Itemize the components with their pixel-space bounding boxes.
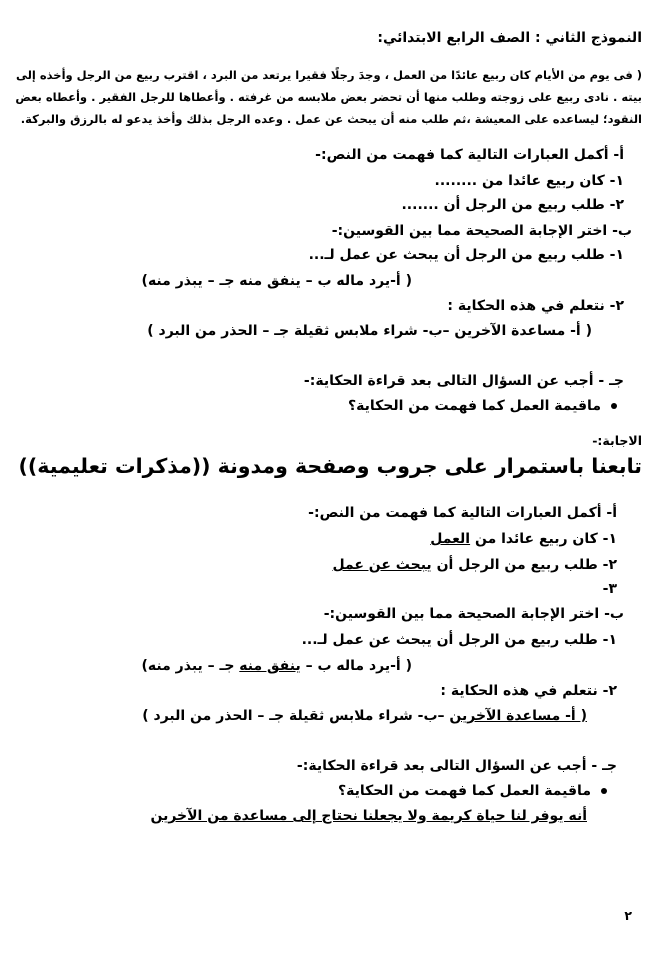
answer-a-title: أ- أكمل العبارات التالية كما فهمت من النص:- xyxy=(308,505,617,521)
question-b2: ٢- نتعلم في هذه الحكاية : xyxy=(447,298,624,314)
answer-c-title: جـ - أجب عن السؤال التالى بعد قراءة الحكاية:- xyxy=(296,758,617,774)
question-a2: ٢- طلب ربيع من الرجل أن ....... xyxy=(401,197,624,213)
answer-a1 xyxy=(430,530,617,548)
bullet-icon xyxy=(601,788,607,794)
answer-b2: ٢- نتعلم في هذه الحكاية : xyxy=(440,683,617,699)
answer-a2 xyxy=(332,556,617,574)
answer-a2-value: يبحث عن عمل xyxy=(332,557,432,573)
question-b1-options: ( أ-يرد ماله ب – ينفق منه جـ – يبذر منه) xyxy=(141,273,412,289)
answer-c1-text: ماقيمة العمل كما فهمت من الحكاية؟ xyxy=(338,783,591,799)
question-b2-options: ( أ- مساعدة الآخرين –ب- شراء ملابس ثقيلة جـ – الحذر من البرد ) xyxy=(147,323,592,339)
story-line-1: ( فى يوم من الأيام كان ربيع عائدًا من العمل ، وجدَ رجلًا فقيرا يرتعد من البرد ، اقترب ربيع من الرجل وأخذه إلى xyxy=(15,68,642,82)
follow-banner: تابعنا باستمرار على جروب وصفحة ومدونة ((مذكرات تعليمية)) xyxy=(18,454,642,478)
answer-c1 xyxy=(338,782,607,800)
question-a-title: أ- أكمل العبارات التالية كما فهمت من النص:- xyxy=(315,147,624,163)
answers-heading: الاجابة:- xyxy=(592,433,642,448)
answer-a1-value: العمل xyxy=(430,531,471,547)
question-c1 xyxy=(348,397,617,415)
answer-b2-option-value: ( أ- مساعدة الآخرين xyxy=(449,708,587,724)
answer-b1: ١- طلب ربيع من الرجل أن يبحث عن عمل لـ... xyxy=(301,632,617,648)
answer-a3: ٣- xyxy=(602,581,617,597)
question-a1: ١- كان ربيع عائدا من ........ xyxy=(434,173,624,189)
answer-a1-prefix: ١- كان ربيع عائدا من xyxy=(470,531,617,547)
question-c1-text: ماقيمة العمل كما فهمت من الحكاية؟ xyxy=(348,398,601,414)
answer-a2-prefix: ٢- طلب ربيع من الرجل أن xyxy=(431,557,617,573)
answer-b2-options xyxy=(142,707,587,725)
answer-b2-option-suffix: –ب- شراء ملابس ثقيلة جـ – الحذر من البرد ) xyxy=(142,708,450,724)
bullet-icon xyxy=(611,403,617,409)
answer-b1-options xyxy=(142,657,412,675)
answer-b1-option-value: ينفق منه xyxy=(239,658,301,674)
story-line-3: النقود؛ ليساعده على المعيشة ،ثم طلب منه أن يبحث عن عمل . وعده الرجل بذلك وأخذ يدعو له بالرزق والبركة. xyxy=(20,112,642,126)
answer-b1-option-prefix: ( أ-يرد ماله ب – xyxy=(300,658,412,674)
question-c-title: جـ - أجب عن السؤال التالى بعد قراءة الحكاية:- xyxy=(303,373,624,389)
answer-c1-value: أنه يوفر لنا حياة كريمة ولا يجعلنا نحتاج إلى مساعدة من الآخرين xyxy=(150,808,587,824)
question-b1: ١- طلب ربيع من الرجل أن يبحث عن عمل لـ... xyxy=(308,247,624,263)
worksheet-title: النموذج الثاني : الصف الرابع الابتدائي: xyxy=(377,30,642,46)
story-line-2: بيته . نادى ربيع على زوجته وطلب منها أن تحضر بعض ملابسه من غرفته . وأعطاها للرجل الفقير . وأعطاه بعض xyxy=(15,90,642,104)
answer-b-title: ب- اختر الإجابة الصحيحة مما بين القوسين:- xyxy=(323,606,624,622)
answer-b1-option-suffix: جـ – يبذر منه) xyxy=(141,658,240,674)
question-b-title: ب- اختر الإجابة الصحيحة مما بين القوسين:- xyxy=(331,223,632,239)
page-number: ٢ xyxy=(624,908,632,923)
